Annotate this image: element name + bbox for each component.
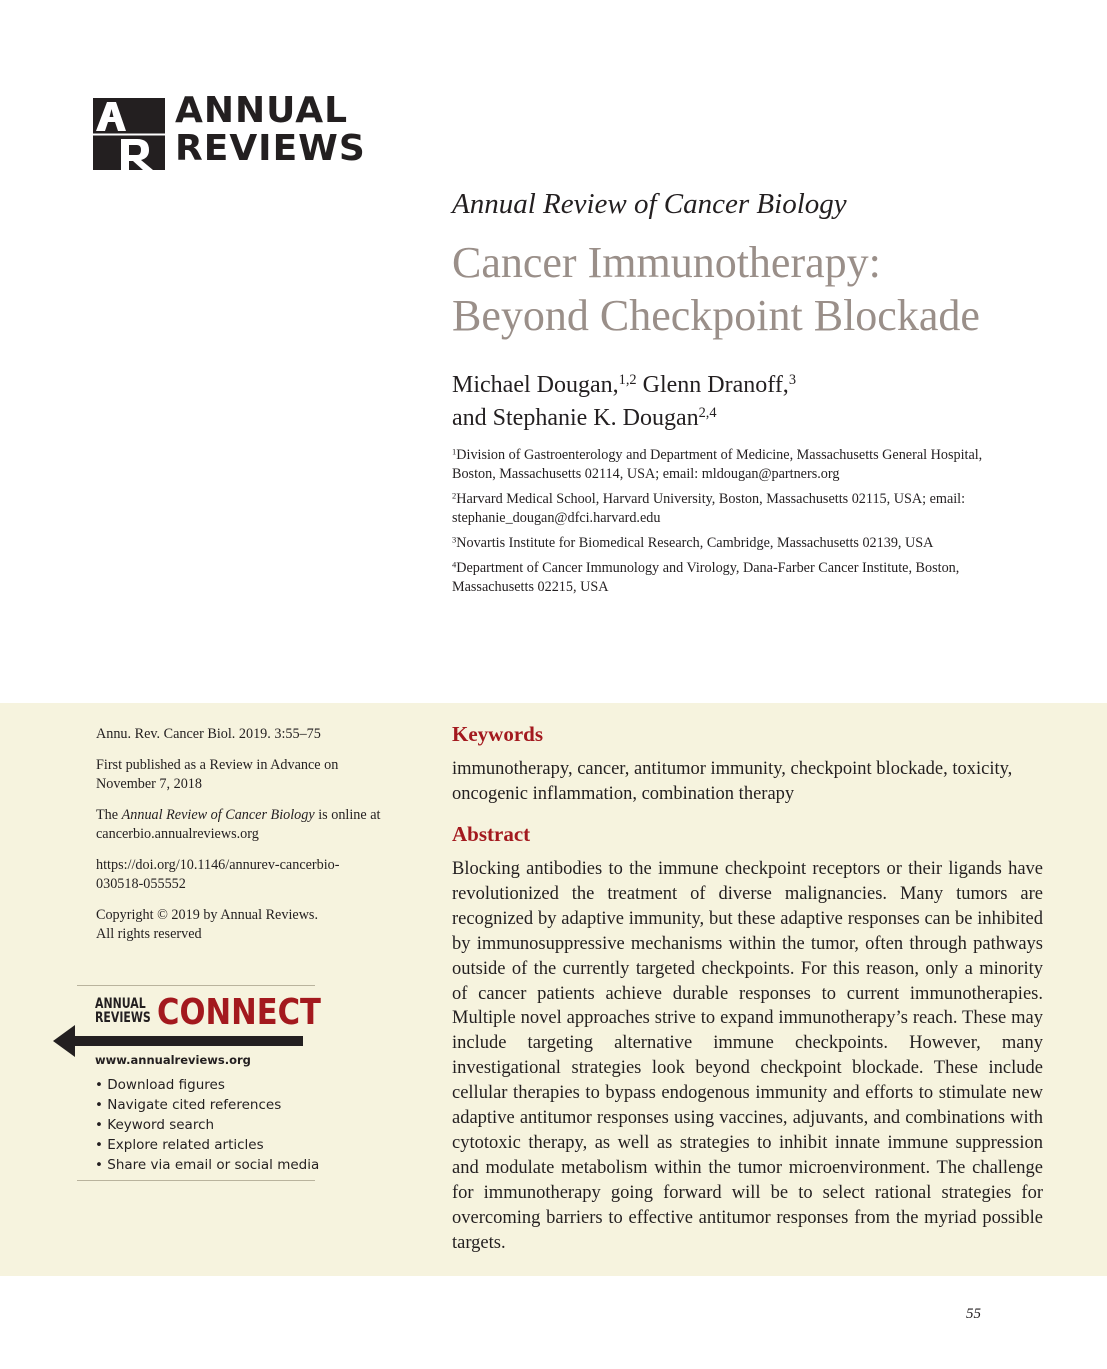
divider	[77, 985, 315, 986]
article-title	[452, 236, 980, 342]
affil-text: Department of Cancer Immunology and Virology, Dana-Farber Cancer Institute, Boston, Massachusetts 02215, USA	[452, 560, 960, 595]
list-item: • Keyword search	[95, 1115, 319, 1135]
affiliation	[452, 559, 1012, 597]
divider	[77, 1180, 315, 1181]
authors-line-2	[452, 402, 796, 435]
author-list	[452, 369, 796, 435]
abstract-text: Blocking antibodies to the immune checkpoint receptors or their ligands have revolutionized the treatment of diverse malignancies. Many tumors are recognized by adaptive immunity, but these adaptive responses can be inhibited by immunosuppressive mechanisms within the tumor, often through pathways outside of the currently targeted checkpoints. For this reason, only a minority of cancer patients achieve durable responses to current immunotherapies. Multiple novel approaches strive to expand immunotherapy’s reach. These may include targeting alternative immune checkpoints. However, many investigational strategies look beyond checkpoint blockade. These include cellular therapies to bypass endogenous immunity and efforts to stimulate new adaptive antitumor responses using vaccines, adjuvants, and combinations with cytotoxic therapy, as well as strategies to inhibit innate immune suppression and modulate metabolism within the tumor microenvironment. The challenge for immunotherapy going forward will be to select rational strategies for overcoming barriers to effective antitumor responses from the myriad possible targets.	[452, 859, 1043, 1253]
affiliation	[452, 490, 1012, 528]
affil-number: 2	[452, 490, 457, 501]
citation: Annu. Rev. Cancer Biol. 2019. 3:55–75	[96, 726, 321, 742]
list-item: • Explore related articles	[95, 1135, 319, 1155]
keywords-text: immunotherapy, cancer, antitumor immunity, checkpoint blockade, toxicity, oncogenic inflammation, combination therapy	[452, 759, 1013, 804]
affil-number: 3	[452, 534, 457, 545]
author-affil-mark: 3	[788, 372, 797, 389]
list-item: • Navigate cited references	[95, 1095, 319, 1115]
connect-wordmark: CONNECT	[157, 992, 321, 1033]
logo-line-reviews: REVIEWS	[175, 128, 366, 169]
doi[interactable]: https://doi.org/10.1146/annurev-cancerbio- 030518-055552	[96, 857, 340, 892]
affiliations	[452, 446, 1012, 603]
journal-url[interactable]: cancerbio.annualreviews.org	[96, 826, 259, 842]
copyright: Copyright © 2019 by Annual Reviews. All rights reserved	[96, 907, 319, 942]
list-item: • Share via email or social media	[95, 1155, 319, 1175]
author-affil-mark: 2,4	[698, 405, 717, 422]
affiliation	[452, 534, 1012, 553]
abstract-heading: Abstract	[452, 822, 531, 846]
author-name: and Stephanie K. Dougan	[452, 405, 699, 431]
connect-url[interactable]: www.annualreviews.org	[95, 1053, 251, 1067]
ar-logo-icon	[93, 98, 165, 170]
published-note: First published as a Review in Advance on November 7, 2018	[96, 757, 339, 792]
author-name: Michael Dougan,	[452, 372, 619, 398]
affil-number: 1	[452, 446, 457, 457]
article-metadata	[96, 725, 416, 956]
connect-features	[95, 1075, 319, 1175]
page-number: 55	[966, 1306, 981, 1322]
authors-line-1	[452, 369, 796, 402]
logo-line-annual: ANNUAL	[175, 90, 349, 131]
title-line-1: Cancer Immunotherapy:	[452, 238, 881, 287]
annual-reviews-logo	[93, 90, 383, 172]
affil-text: Harvard Medical School, Harvard University, Boston, Massachusetts 02115, USA; email: stephanie_dougan@dfci.harvard.edu	[452, 491, 966, 526]
journal-name: Annual Review of Cancer Biology	[452, 188, 847, 220]
title-line-2: Beyond Checkpoint Blockade	[452, 291, 980, 340]
affil-text: Novartis Institute for Biomedical Research, Cambridge, Massachusetts 02139, USA	[456, 535, 934, 551]
affiliation	[452, 446, 1012, 484]
author-name: Glenn Dranoff,	[636, 372, 789, 398]
affil-number: 4	[452, 559, 457, 570]
list-item: • Download figures	[95, 1075, 319, 1095]
connect-annual-reviews-label: ANNUAL REVIEWS	[95, 996, 151, 1026]
online-note: The Annual Review of Cancer Biology is online at cancerbio.annualreviews.org	[96, 807, 381, 842]
annual-reviews-connect	[53, 985, 321, 1181]
author-affil-mark: 1,2	[618, 372, 637, 389]
keywords-heading: Keywords	[452, 722, 543, 746]
affil-text: Division of Gastroenterology and Department of Medicine, Massachusetts General Hospital, Boston, Massachusetts 02114, USA; email: mldougan@partners.org	[452, 447, 983, 482]
